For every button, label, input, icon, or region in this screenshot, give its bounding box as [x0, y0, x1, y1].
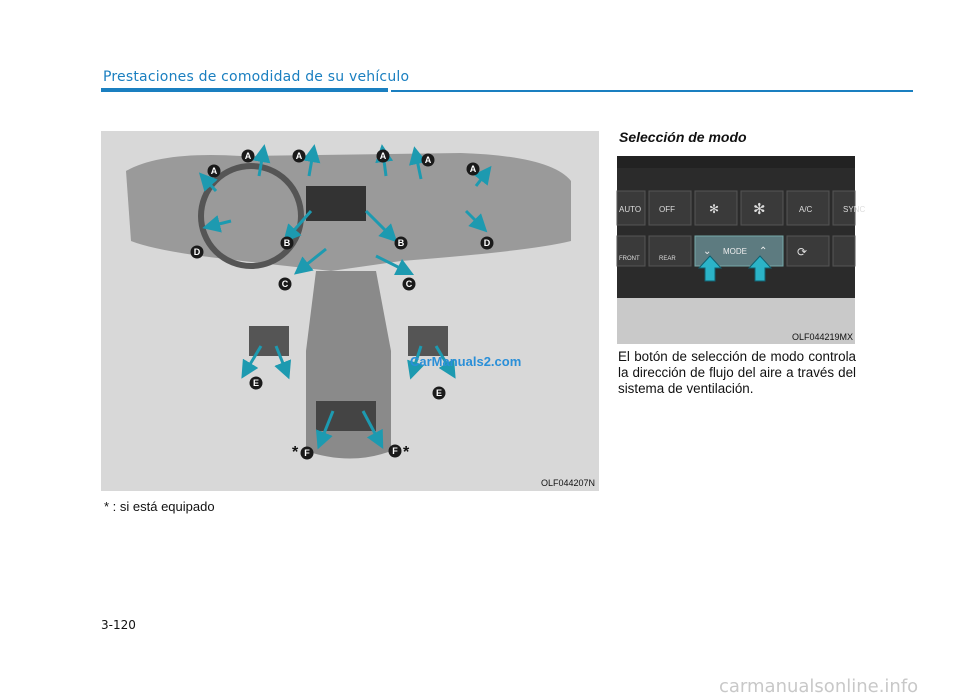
header-rule-thin	[391, 90, 913, 92]
btn-off-label: OFF	[659, 205, 675, 214]
chevron-up-icon: ⌃	[759, 246, 768, 257]
vents-illustration-svg	[101, 131, 599, 491]
asterisk-right: *	[403, 444, 410, 461]
vent-label-b: B	[397, 238, 405, 248]
vent-label-c: C	[405, 279, 413, 289]
vent-label-b: B	[283, 238, 291, 248]
vent-label-c: C	[281, 279, 289, 289]
section-body-text: El botón de selección de modo controla la dirección de flujo del aire a través del sistema de ventilación.	[618, 349, 856, 396]
vent-label-a: A	[469, 164, 477, 174]
footer-watermark: carmanualsonline.info	[719, 676, 919, 697]
vent-label-e: E	[252, 378, 260, 388]
fan-low-icon: ✻	[709, 202, 720, 216]
page-number: 3-120	[101, 618, 136, 632]
watermark-text: CarManuals2.com	[410, 354, 522, 369]
vent-label-f: F	[392, 446, 398, 456]
vent-label-f: F	[304, 448, 310, 458]
btn-mode-label: MODE	[723, 247, 747, 256]
figure-code-left: OLF044207N	[540, 478, 595, 488]
figure-code-right: OLF044219MX	[791, 332, 853, 342]
btn-sync-label: SYNC	[843, 205, 866, 214]
vents-illustration	[101, 131, 599, 491]
recirculation-icon: ⟳	[797, 245, 808, 259]
asterisk-left: *	[292, 444, 299, 461]
header-rule-thick	[101, 88, 388, 92]
climate-panel-illustration	[617, 156, 866, 344]
vent-label-a: A	[424, 155, 432, 165]
btn-rear-label: REAR	[659, 256, 676, 262]
right-side-vent-panel	[408, 326, 448, 356]
chevron-down-icon: ⌄	[703, 246, 712, 257]
vent-label-a: A	[295, 151, 303, 161]
vent-label-e: E	[435, 388, 443, 398]
btn-front-label: FRONT	[619, 256, 640, 262]
climate-panel-svg	[617, 156, 866, 344]
center-display	[306, 186, 366, 221]
btn-ac-label: A/C	[799, 205, 813, 214]
left-side-vent-panel	[249, 326, 289, 356]
fan-high-icon: ✻	[753, 201, 766, 218]
vent-label-a: A	[244, 151, 252, 161]
vent-label-d: D	[193, 247, 201, 257]
vent-label-a: A	[210, 166, 218, 176]
vent-label-d: D	[483, 238, 491, 248]
btn-auto-label: AUTO	[619, 205, 642, 214]
section-header-title: Prestaciones de comodidad de su vehículo	[103, 69, 410, 85]
vent-label-a: A	[379, 151, 387, 161]
section-title: Selección de modo	[619, 129, 747, 145]
equipment-note: * : si está equipado	[104, 499, 215, 514]
